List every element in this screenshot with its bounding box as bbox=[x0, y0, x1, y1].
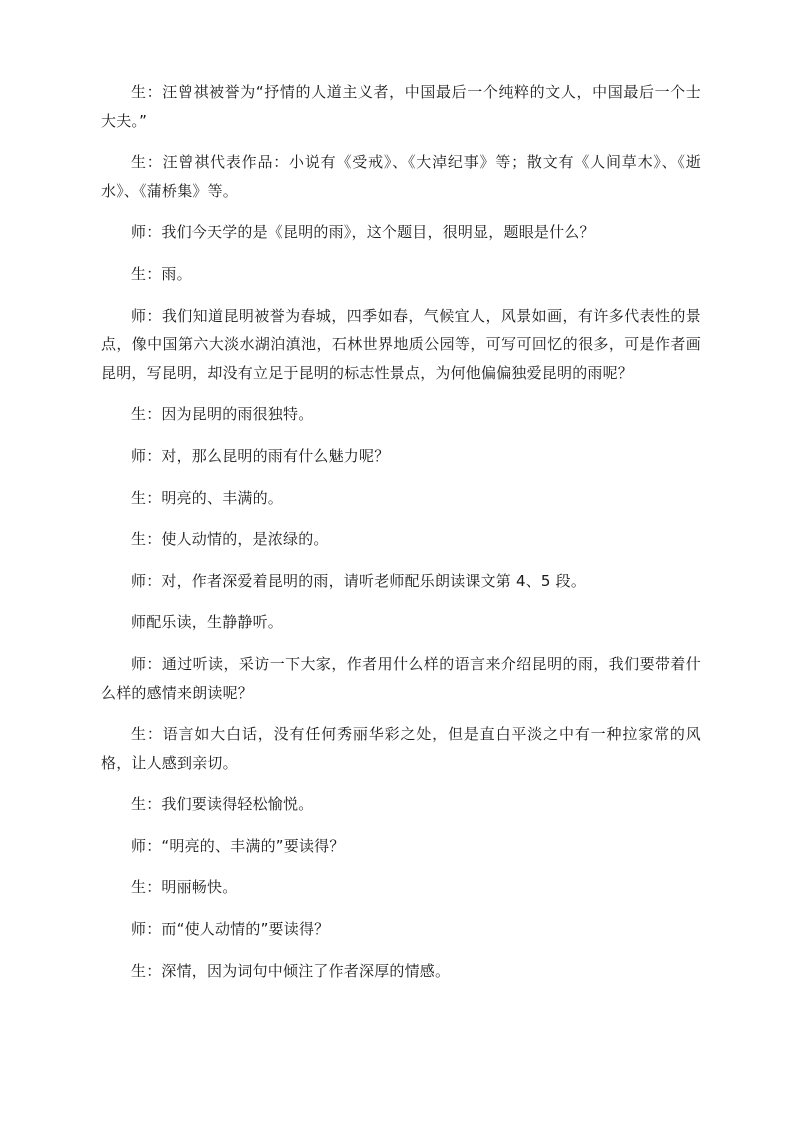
paragraph: 师：“明亮的、丰满的”要读得？ bbox=[131, 836, 345, 855]
paragraph: 师：对，作者深爱着昆明的雨，请听老师配乐朗读课文第 4、5 段。 bbox=[131, 571, 587, 590]
paragraph: 师：我们今天学的是《昆明的雨》，这个题目，很明显，题眼是什么？ bbox=[131, 223, 595, 242]
document-body bbox=[101, 78, 701, 998]
paragraph: 生：语言如大白话，没有任何秀丽华彩之处，但是直白平淡之中有一种拉家常的风格，让人感到亲切。 bbox=[101, 725, 701, 772]
paragraph: 生：雨。 bbox=[131, 264, 192, 283]
paragraph: 师：通过听读，采访一下大家，作者用什么样的语言来介绍昆明的雨，我们要带着什么样的感情来朗读呢？ bbox=[101, 654, 701, 702]
paragraph: 师配乐读，生静静听。 bbox=[131, 613, 284, 632]
paragraph: 生：汪曾祺被誉为“抒情的人道主义者，中国最后一个纯粹的文人，中国最后一个士大夫。” bbox=[101, 83, 701, 130]
paragraph: 生：我们要读得轻松愉悦。 bbox=[131, 795, 314, 814]
paragraph: 师：我们知道昆明被誉为春城，四季如春，气候宜人，风景如画，有许多代表性的景点，像中国第六大淡水湖泊滇池，石林世界地质公园等，可写可回忆的很多，可是作者画昆明，写昆明，却没有立足于昆明的标志性景点，为何他偏偏独爱昆明的雨呢？ bbox=[101, 306, 701, 382]
paragraph: 生：深情，因为词句中倾注了作者深厚的情感。 bbox=[131, 961, 451, 980]
paragraph: 生：使人动情的，是浓绿的。 bbox=[131, 530, 329, 549]
paragraph: 生：明亮的、丰满的。 bbox=[131, 488, 284, 507]
paragraph: 师：对，那么昆明的雨有什么魅力呢？ bbox=[131, 446, 390, 465]
paragraph: 师：而“使人动情的”要读得？ bbox=[131, 920, 330, 939]
paragraph: 生：汪曾祺代表作品：小说有《受戒》、《大淖纪事》等；散文有《人间草木》、《逝水》、《蒲桥集》等。 bbox=[101, 153, 701, 200]
paragraph: 生：明丽畅快。 bbox=[131, 878, 238, 897]
paragraph: 生：因为昆明的雨很独特。 bbox=[131, 405, 314, 424]
